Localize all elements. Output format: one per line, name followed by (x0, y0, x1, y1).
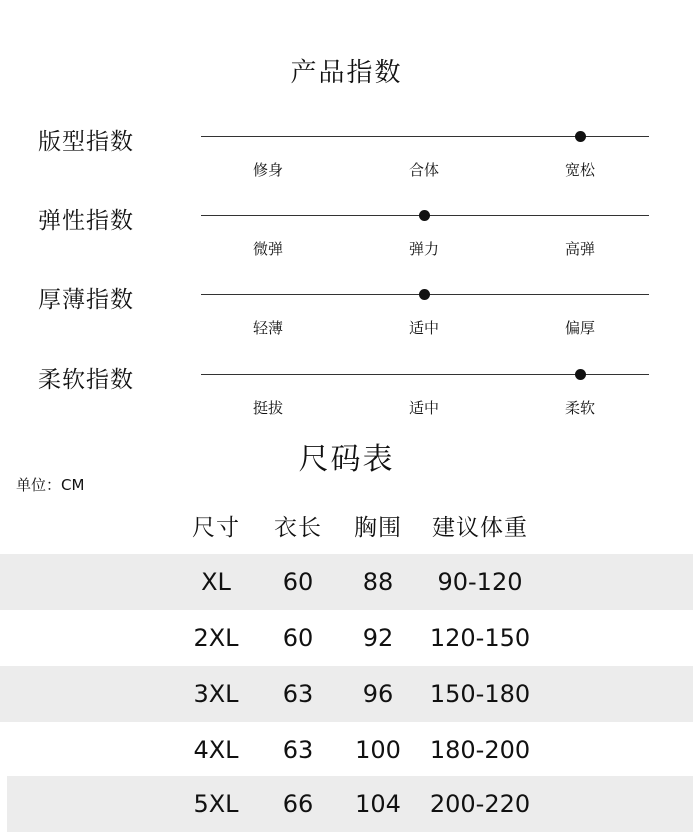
weight-cell: 90-120 (437, 568, 523, 596)
index-label: 厚薄指数 (38, 287, 134, 313)
chest-cell: 92 (362, 624, 394, 652)
index-option: 高弹 (564, 240, 595, 258)
length-cell: 63 (282, 736, 314, 764)
index-option: 柔软 (564, 399, 595, 417)
index-row-fit (0, 123, 693, 193)
weight-cell: 200-220 (429, 790, 531, 818)
column-header: 建议体重 (432, 515, 528, 541)
table-row (0, 722, 693, 778)
index-marker (419, 210, 430, 221)
index-marker (575, 369, 586, 380)
size-cell: 3XL (193, 680, 239, 708)
table-row (0, 554, 693, 610)
index-option: 偏厚 (564, 319, 595, 337)
index-option: 挺拔 (252, 399, 283, 417)
index-marker (575, 131, 586, 142)
length-cell: 63 (282, 680, 314, 708)
index-label: 版型指数 (38, 129, 134, 155)
index-row-elasticity (0, 202, 693, 272)
size-cell: 4XL (193, 736, 239, 764)
chest-cell: 100 (355, 736, 401, 764)
table-row (0, 666, 693, 722)
index-option: 适中 (408, 399, 439, 417)
column-header: 衣长 (274, 515, 322, 541)
table-header (0, 500, 693, 556)
index-option: 修身 (252, 161, 283, 179)
table-row (0, 610, 693, 666)
index-option: 合体 (408, 161, 439, 179)
index-label: 柔软指数 (38, 367, 134, 393)
column-header: 尺寸 (192, 515, 240, 541)
column-header: 胸围 (354, 515, 402, 541)
weight-cell: 150-180 (429, 680, 531, 708)
index-marker (419, 289, 430, 300)
index-label: 弹性指数 (38, 208, 134, 234)
length-cell: 66 (282, 790, 314, 818)
index-option: 弹力 (408, 240, 439, 258)
index-option: 适中 (408, 319, 439, 337)
index-option: 轻薄 (252, 319, 283, 337)
unit-label: 单位：CM (16, 476, 85, 494)
chest-cell: 104 (355, 790, 401, 818)
size-cell: 2XL (193, 624, 239, 652)
size-cell: XL (201, 568, 231, 596)
index-row-softness (0, 361, 693, 431)
size-cell: 5XL (193, 790, 239, 818)
chest-cell: 96 (362, 680, 394, 708)
index-row-thickness (0, 281, 693, 351)
length-cell: 60 (282, 568, 314, 596)
weight-cell: 180-200 (429, 736, 531, 764)
size-chart-title: 尺码表 (298, 442, 395, 477)
chest-cell: 88 (362, 568, 394, 596)
product-index-title: 产品指数 (290, 58, 403, 88)
length-cell: 60 (282, 624, 314, 652)
index-option: 微弹 (252, 240, 283, 258)
weight-cell: 120-150 (429, 624, 531, 652)
table-row (7, 776, 693, 832)
index-option: 宽松 (564, 161, 595, 179)
